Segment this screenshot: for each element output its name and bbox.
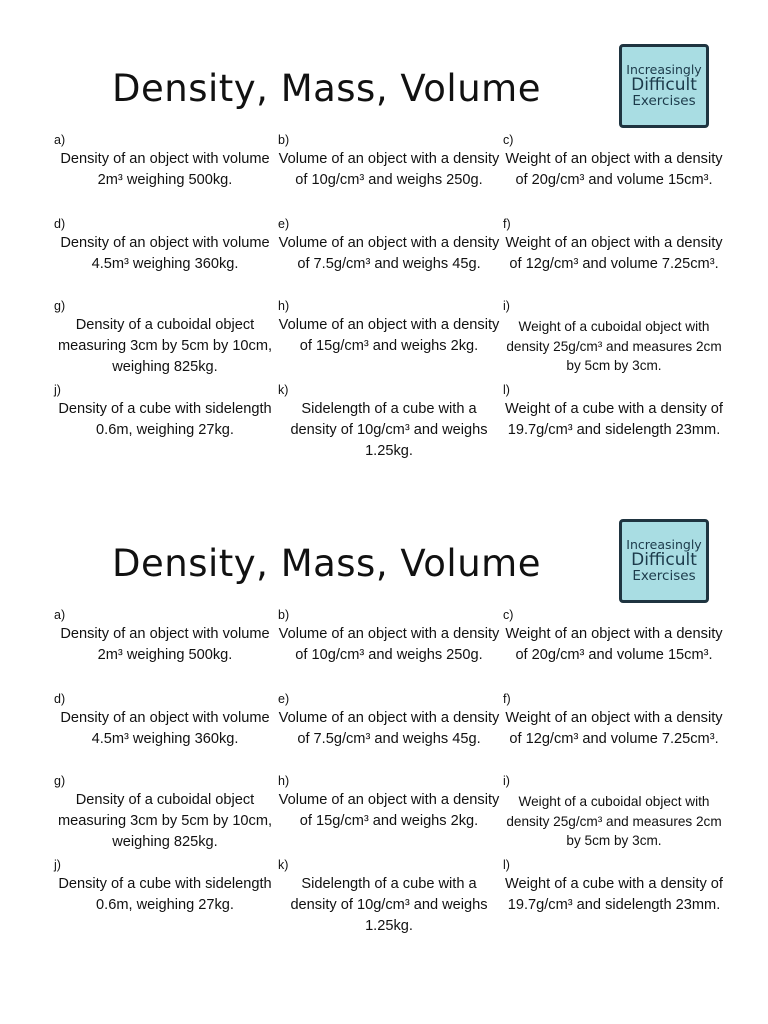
question-label: d) [54, 692, 66, 706]
question-label: f) [503, 692, 511, 706]
question-label: l) [503, 383, 510, 397]
question-text: Density of an object with volume 2m³ weighing 500kg. [60, 151, 270, 188]
question-text: Density of a cuboidal object measuring 3cm by 5cm by 10cm, weighing 825kg. [57, 317, 273, 375]
question-label: i) [503, 774, 510, 788]
question-text: Weight of a cube with a density of 19.7g/cm³ and sidelength 23mm. [505, 401, 723, 438]
increasingly-difficult-exercises-logo [619, 519, 709, 603]
logo-line: Increasingly [626, 62, 702, 78]
increasingly-difficult-exercises-logo [619, 44, 709, 128]
question-label: e) [278, 692, 290, 706]
question-text: Density of a cube with sidelength 0.6m, weighing 27kg. [58, 401, 272, 438]
question-label: c) [503, 608, 514, 622]
question-label: f) [503, 217, 511, 231]
question-label: j) [54, 383, 61, 397]
question-label: h) [278, 299, 290, 313]
worksheet-title: Density, Mass, Volume [112, 542, 541, 585]
question-text: Weight of an object with a density of 20g/cm³ and volume 15cm³. [505, 626, 723, 663]
logo-line: Difficult [631, 74, 697, 95]
question-text: Weight of an object with a density of 12g/cm³ and volume 7.25cm³. [505, 235, 723, 272]
question-text: Sidelength of a cube with a density of 10g/cm³ and weighs 1.25kg. [290, 401, 488, 459]
logo-line: Difficult [631, 549, 697, 570]
question-label: b) [278, 133, 290, 147]
question-text: Density of an object with volume 2m³ weighing 500kg. [60, 626, 270, 663]
question-text: Density of a cuboidal object measuring 3cm by 5cm by 10cm, weighing 825kg. [57, 792, 273, 850]
question-text: Density of an object with volume 4.5m³ weighing 360kg. [60, 710, 270, 747]
question-text: Weight of a cuboidal object with density 25g/cm³ and measures 2cm by 5cm by 3cm. [506, 794, 722, 848]
question-text: Volume of an object with a density of 7.5g/cm³ and weighs 45g. [278, 235, 500, 272]
question-text: Weight of a cuboidal object with density 25g/cm³ and measures 2cm by 5cm by 3cm. [506, 319, 722, 373]
question-text: Weight of an object with a density of 20g/cm³ and volume 15cm³. [505, 151, 723, 188]
logo-line: Exercises [632, 93, 696, 110]
logo-line: Exercises [632, 568, 696, 585]
worksheet-title: Density, Mass, Volume [112, 67, 541, 110]
question-text: Volume of an object with a density of 7.5g/cm³ and weighs 45g. [278, 710, 500, 747]
question-text: Weight of an object with a density of 12g/cm³ and volume 7.25cm³. [505, 710, 723, 747]
question-text: Volume of an object with a density of 15g/cm³ and weighs 2kg. [278, 317, 500, 354]
question-label: h) [278, 774, 290, 788]
question-label: d) [54, 217, 66, 231]
question-text: Density of an object with volume 4.5m³ weighing 360kg. [60, 235, 270, 272]
question-label: l) [503, 858, 510, 872]
question-text: Volume of an object with a density of 15g/cm³ and weighs 2kg. [278, 792, 500, 829]
question-text: Weight of a cube with a density of 19.7g/cm³ and sidelength 23mm. [505, 876, 723, 913]
question-label: g) [54, 299, 66, 313]
question-label: c) [503, 133, 514, 147]
question-label: a) [54, 133, 66, 147]
question-label: k) [278, 383, 289, 397]
question-text: Volume of an object with a density of 10g/cm³ and weighs 250g. [278, 151, 500, 188]
question-text: Volume of an object with a density of 10g/cm³ and weighs 250g. [278, 626, 500, 663]
question-label: i) [503, 299, 510, 313]
question-label: a) [54, 608, 66, 622]
question-text: Sidelength of a cube with a density of 10g/cm³ and weighs 1.25kg. [290, 876, 488, 934]
question-label: k) [278, 858, 289, 872]
worksheet [0, 0, 768, 475]
question-label: j) [54, 858, 61, 872]
logo-line: Increasingly [626, 537, 702, 553]
question-label: b) [278, 608, 290, 622]
worksheet [0, 475, 768, 950]
question-label: e) [278, 217, 290, 231]
question-text: Density of a cube with sidelength 0.6m, weighing 27kg. [58, 876, 272, 913]
question-label: g) [54, 774, 66, 788]
